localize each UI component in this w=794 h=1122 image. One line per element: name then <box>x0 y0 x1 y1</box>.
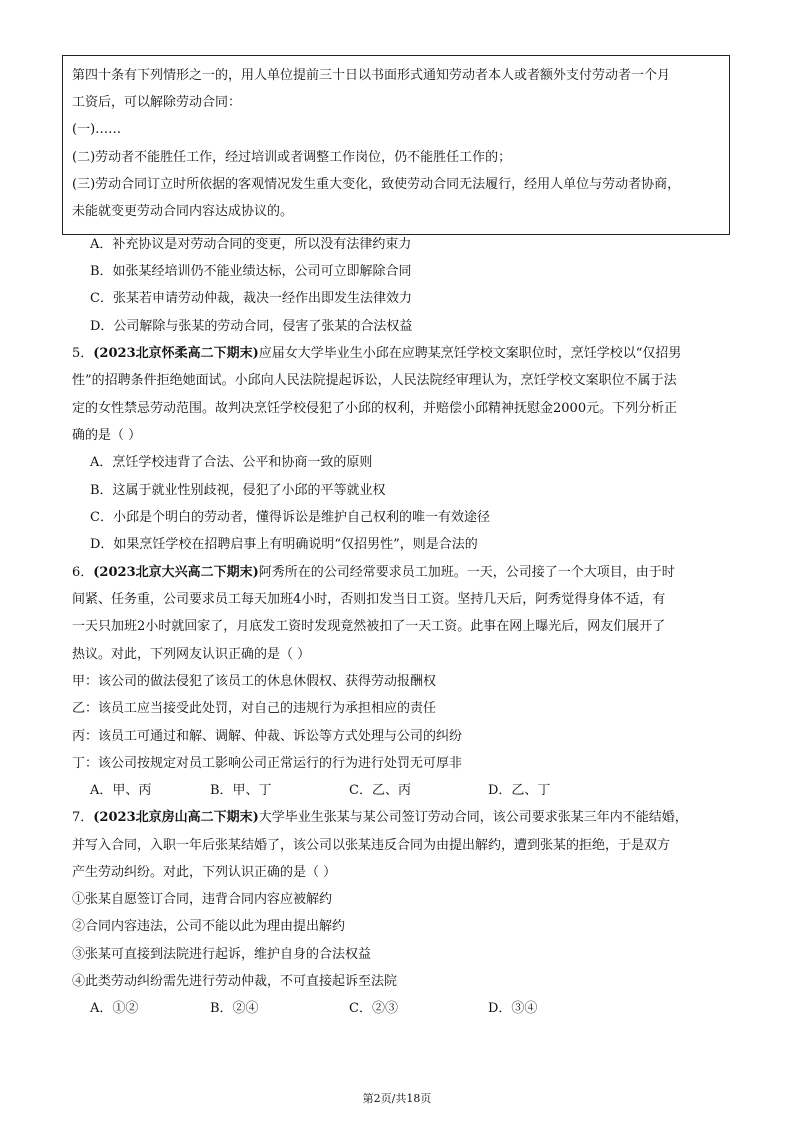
q7-statement: ①张某自愿签订合同，违背合同内容应被解约 <box>72 892 333 907</box>
q6-stem-line: 间紧、任务重，公司要求员工每天加班4小时，否则扣发当日工资。坚持几天后，阿秀觉得身体不适，有 <box>72 592 666 607</box>
q5-stem-line: 定的女性禁忌劳动范围。故判决烹饪学校侵犯了小邱的权利，并赔偿小邱精神抚慰金2000元。下列分析正 <box>72 401 678 416</box>
law-line: (二)劳动者不能胜任工作，经过培训或者调整工作岗位，仍不能胜任工作的； <box>72 150 512 165</box>
q5-stem-line: 确的是（ ） <box>72 428 142 443</box>
q5-number: 5． <box>72 346 94 361</box>
q7-statement: ④此类劳动纠纷需先进行劳动仲裁，不可直接起诉至法院 <box>72 974 398 989</box>
q6-statement: 丁：该公司按规定对员工影响公司正常运行的行为进行处罚无可厚非 <box>72 756 463 771</box>
q6-stem-text: 阿秀所在的公司经常要求员工加班。一天，公司接了一个大项目，由于时 <box>258 565 675 580</box>
q5-stem-text: 应届女大学毕业生小邱在应聘某烹饪学校文案职位时，烹饪学校以“仅招男 <box>258 346 682 361</box>
q6-option-b: B．甲、丁 <box>210 783 272 798</box>
q6-statement: 丙：该员工可通过和解、调解、仲裁、诉讼等方式处理与公司的纠纷 <box>72 729 463 744</box>
q5-stem-line: 性”的招聘条件拒绝她面试。小邱向人民法院提起诉讼，人民法院经审理认为，烹饪学校文案职位不属于法 <box>72 373 677 388</box>
q7-option-b: B．②④ <box>210 1001 259 1016</box>
q4-option-b: B．如张某经培训仍不能业绩达标，公司可立即解除合同 <box>90 264 412 279</box>
q4-option-c: C．张某若申请劳动仲裁，裁决一经作出即发生法律效力 <box>90 291 412 306</box>
q4-option-a: A．补充协议是对劳动合同的变更，所以没有法律约束力 <box>90 237 412 252</box>
q4-option-d: D．公司解除与张某的劳动合同，侵害了张某的合法权益 <box>90 319 413 334</box>
q7-stem-line: 并写入合同，入职一年后张某结婚了，该公司以张某违反合同为由提出解约，遭到张某的拒绝，于是双方 <box>72 838 671 853</box>
q7-option-a: A．①② <box>90 1001 139 1016</box>
q7-stem-line: 产生劳动纠纷。对此，下列认识正确的是（ ） <box>72 865 337 880</box>
q7-number: 7． <box>72 810 94 825</box>
law-line: 工资后，可以解除劳动合同： <box>72 95 242 110</box>
law-line: (三)劳动合同订立时所依据的客观情况发生重大变化，致使劳动合同无法履行，经用人单位与劳动者协商， <box>72 177 681 192</box>
q5-option-b: B．这属于就业性别歧视，侵犯了小邱的平等就业权 <box>90 483 386 498</box>
q6-stem-line <box>72 564 675 582</box>
page-number-footer: 第2页/共18页 <box>362 1092 432 1105</box>
q6-number: 6． <box>72 565 94 580</box>
q5-option-c: C．小邱是个明白的劳动者，懂得诉讼是维护自己权利的唯一有效途径 <box>90 510 490 525</box>
law-line: (一)…… <box>72 122 122 137</box>
q6-statement: 乙：该员工应当接受此处罚，对自己的违规行为承担相应的责任 <box>72 701 437 716</box>
q7-statement: ③张某可直接到法院进行起诉，维护自身的合法权益 <box>72 947 372 962</box>
q5-stem-line <box>72 345 681 363</box>
q7-statement: ②合同内容违法，公司不能以此为理由提出解约 <box>72 919 346 934</box>
law-line: 未能就变更劳动合同内容达成协议的。 <box>72 204 294 219</box>
q6-option-a: A．甲、丙 <box>90 783 152 798</box>
q5-option-d: D．如果烹饪学校在招聘启事上有明确说明“仅招男性”，则是合法的 <box>90 537 478 552</box>
q6-source: (2023北京大兴高二下期末) <box>93 565 259 580</box>
q6-statement: 甲：该公司的做法侵犯了该员工的休息休假权、获得劳动报酬权 <box>72 674 437 689</box>
q7-stem-line <box>72 809 688 827</box>
q6-option-c: C．乙、丙 <box>349 783 411 798</box>
q6-option-d: D．乙、丁 <box>488 783 551 798</box>
q7-option-d: D．③④ <box>488 1001 538 1016</box>
q6-stem-line: 一天只加班2小时就回家了，月底发工资时发现竟然被扣了一天工资。此事在网上曝光后，网友们展开了 <box>72 619 666 634</box>
q7-stem-text: 大学毕业生张某与某公司签订劳动合同，该公司要求张某三年内不能结婚， <box>258 810 688 825</box>
q6-stem-line: 热议。对此，下列网友认识正确的是（ ） <box>72 647 311 662</box>
q7-source: (2023北京房山高二下期末) <box>93 810 259 825</box>
q7-option-c: C．②③ <box>349 1001 398 1016</box>
q5-option-a: A．烹饪学校违背了合法、公平和协商一致的原则 <box>90 455 373 470</box>
q5-source: (2023北京怀柔高二下期末) <box>93 346 259 361</box>
law-line: 第四十条有下列情形之一的，用人单位提前三十日以书面形式通知劳动者本人或者额外支付劳动者一个月 <box>72 68 671 83</box>
